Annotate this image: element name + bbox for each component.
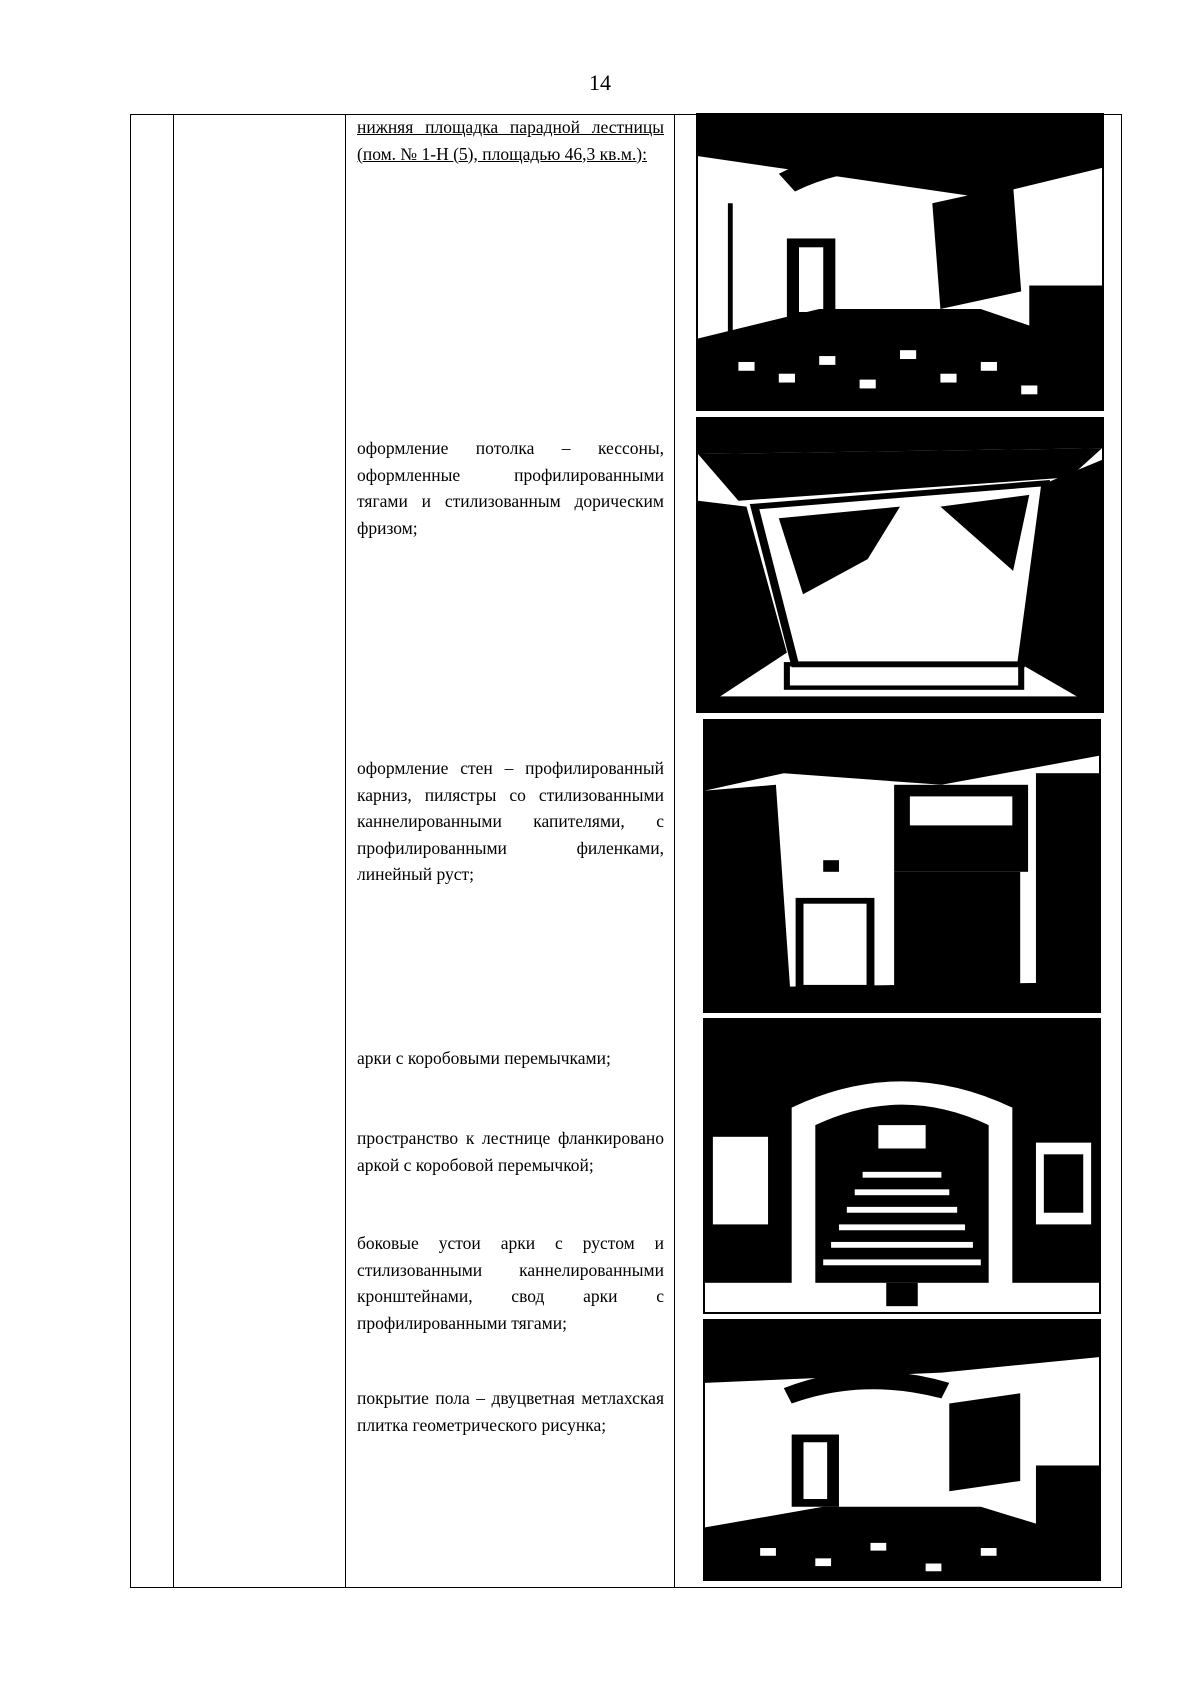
ceiling-description: оформление потолка – кессоны, оформленные профилированными тягами и стилизованным дорическим фризом;: [357, 438, 664, 538]
arch-piers-description: боковые устои арки с рустом и стилизованными каннелированными кронштейнами, свод арки с профилированными тягами;: [357, 1233, 664, 1333]
arch-stair-photo: [703, 1018, 1101, 1314]
walls-description: оформление стен – профилированный карниз, пилястры со стилизованными каннелированными капителями, с профилированными филенками, линейный руст;: [357, 758, 664, 884]
floor-description: покрытие пола – двуцветная метлахская плитка геометрического рисунка;: [357, 1388, 664, 1435]
column-divider: [173, 115, 174, 1587]
column-divider: [674, 115, 675, 1587]
floor-tile-photo: [703, 1319, 1101, 1581]
lower-landing-photo: [696, 113, 1104, 411]
column-divider: [345, 115, 346, 1587]
page-number: 14: [589, 70, 611, 95]
stair-space-description: пространство к лестнице фланкировано аркой с коробовой перемычкой;: [357, 1128, 664, 1175]
arches-description: арки с коробовыми перемычками;: [357, 1048, 611, 1068]
content-table: [130, 114, 1122, 1588]
ceiling-coffers-photo: [696, 417, 1104, 713]
section-heading: нижняя площадка парадной лестницы (пом. № 1-Н (5), площадью 46,3 кв.м.):: [357, 117, 664, 164]
walls-photo: [703, 719, 1101, 1013]
